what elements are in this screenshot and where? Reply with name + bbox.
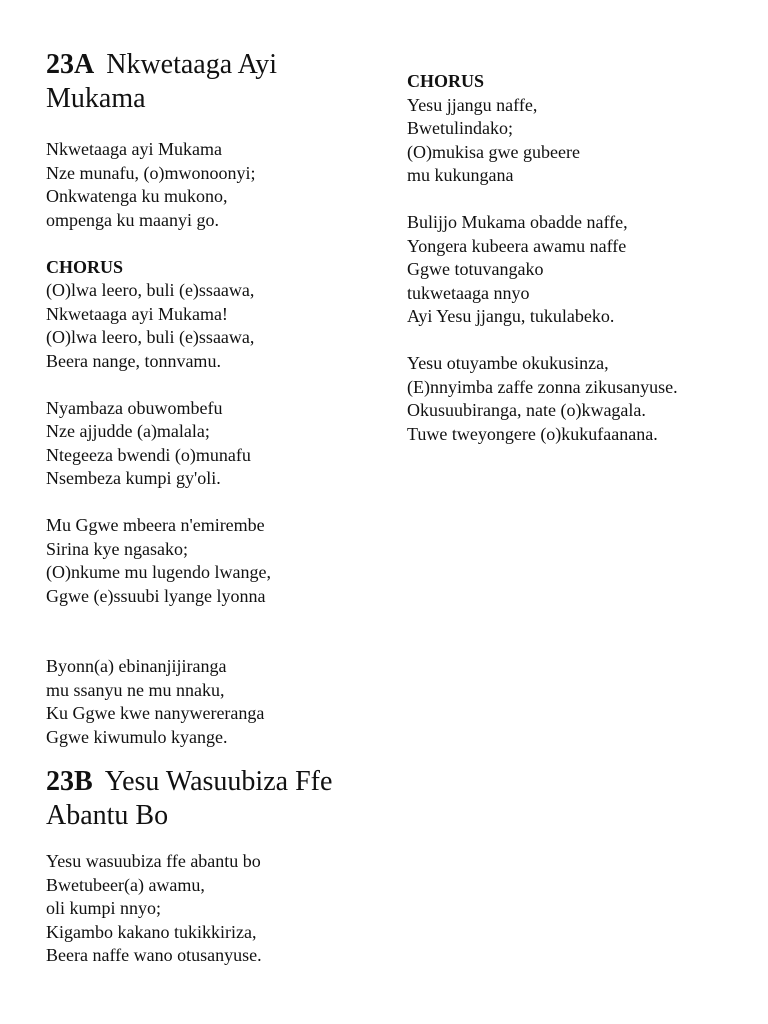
lyric-line: (O)lwa leero, buli (e)ssaawa, [46, 327, 255, 347]
lyric-line: Ggwe kiwumulo kyange. [46, 726, 228, 747]
lyric-line: Ayi Yesu jjangu, tukulabeko. [407, 306, 615, 326]
lyric-line: Nkwetaaga ayi Mukama [46, 139, 222, 159]
hymn-number: 23A [46, 49, 95, 80]
verse-1 [46, 138, 376, 232]
hymn-23a-title [46, 48, 376, 116]
lyric-line: (O)lwa leero, buli (e)ssaawa, [46, 280, 255, 300]
verse-3 [407, 352, 752, 446]
lyric-line: Yesu otuyambe okukusinza, [407, 353, 609, 373]
lyric-line: Ggwe totuvangako [407, 259, 544, 279]
lyric-line: Tuwe tweyongere (o)kukufaanana. [407, 423, 658, 444]
lyric-line: oli kumpi nnyo; [46, 898, 162, 918]
lyric-line: Yongera kubeera awamu naffe [407, 235, 627, 256]
right-column [407, 70, 752, 470]
lyric-line: ompenga ku maanyi go. [46, 209, 219, 230]
lyric-line: Sirina kye ngasako; [46, 538, 188, 559]
lyric-line: Nze ajjudde (a)malala; [46, 421, 210, 441]
lyric-line: mu ssanyu ne mu nnaku, [46, 679, 225, 700]
verse-1 [46, 850, 376, 968]
verse-2 [46, 397, 376, 491]
lyric-line: Nkwetaaga ayi Mukama! [46, 303, 228, 324]
hymn-title-text: Yesu Wasuubiza Ffe Abantu Bo [46, 766, 333, 831]
hymn-number: 23B [46, 766, 93, 797]
lyric-line: Onkwatenga ku mukono, [46, 186, 228, 206]
hymn-23b [46, 765, 376, 968]
lyric-line: Beera nange, tonnvamu. [46, 350, 221, 371]
lyric-line: (O)mukisa gwe gubeere [407, 141, 580, 162]
lyric-line: Beera naffe wano otusanyuse. [46, 945, 262, 965]
chorus-label: CHORUS [407, 71, 485, 91]
lyric-line: Yesu wasuubiza ffe abantu bo [46, 851, 261, 871]
lyric-line: Nyambaza obuwombefu [46, 397, 223, 418]
lyric-line: Yesu jjangu naffe, [407, 94, 538, 115]
lyric-line: Nsembeza kumpi gy'oli. [46, 468, 221, 488]
verse-3 [46, 514, 376, 608]
lyric-line: mu kukungana [407, 165, 514, 185]
lyric-line: Ntegeeza bwendi (o)munafu [46, 444, 251, 465]
lyric-line: Mu Ggwe mbeera n'emirembe [46, 515, 265, 535]
lyric-line: Okusuubiranga, nate (o)kwagala. [407, 400, 646, 420]
lyric-line: Bwetulindako; [407, 118, 513, 138]
lyric-line: Bulijjo Mukama obadde naffe, [407, 212, 628, 232]
lyric-line: (O)nkume mu lugendo lwange, [46, 562, 271, 582]
lyric-line: Bwetubeer(a) awamu, [46, 874, 205, 895]
verse-2 [407, 211, 752, 329]
chorus [407, 70, 752, 188]
chorus-label: CHORUS [46, 256, 124, 277]
lyric-line: Ku Ggwe kwe nanywereranga [46, 703, 265, 723]
lyric-line: Ggwe (e)ssuubi lyange lyonna [46, 585, 266, 606]
lyric-line: Nze munafu, (o)mwonoonyi; [46, 162, 256, 183]
hymn-23b-title [46, 765, 376, 833]
lyric-line: Byonn(a) ebinanjijiranga [46, 656, 227, 676]
verse-4 [46, 655, 376, 749]
left-column [46, 48, 376, 991]
lyric-line: tukwetaaga nnyo [407, 282, 530, 303]
chorus [46, 256, 376, 374]
lyric-line: (E)nnyimba zaffe zonna zikusanyuse. [407, 376, 678, 397]
lyric-line: Kigambo kakano tukikkiriza, [46, 921, 257, 942]
hymn-title-text: Nkwetaaga Ayi Mukama [46, 49, 278, 114]
